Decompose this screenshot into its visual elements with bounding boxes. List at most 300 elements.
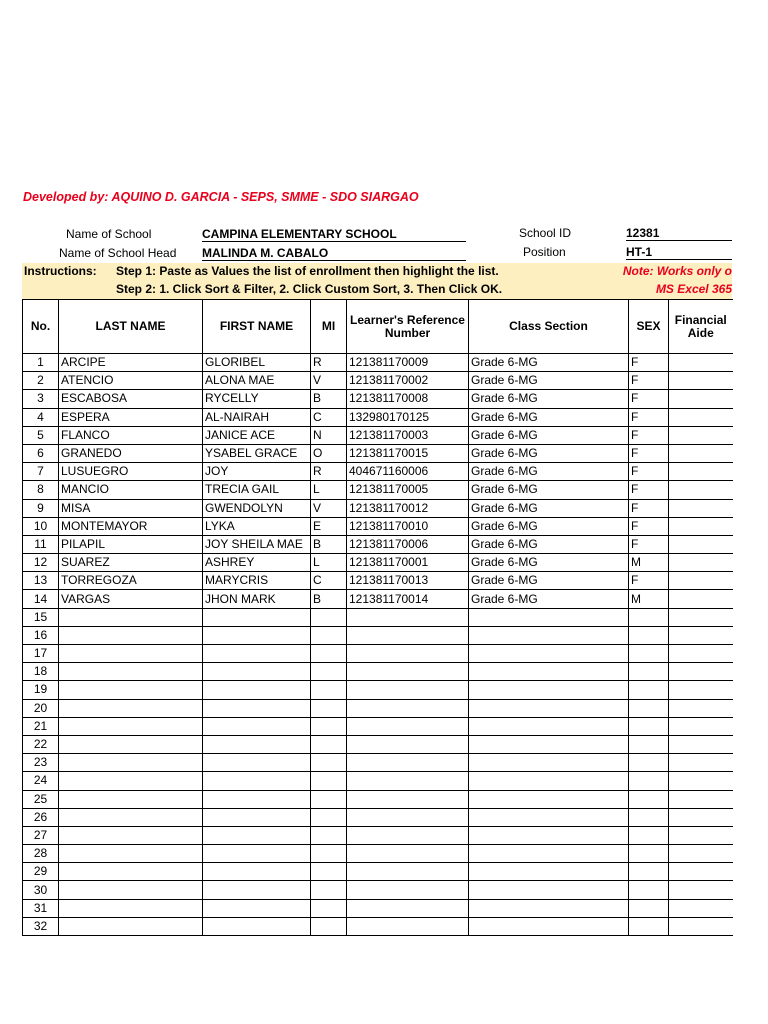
table-row bbox=[23, 590, 733, 608]
cell-financial-aide[interactable] bbox=[669, 572, 733, 590]
table-row bbox=[23, 645, 733, 663]
cell-no: 28 bbox=[23, 845, 59, 863]
table-row bbox=[23, 663, 733, 681]
cell-financial-aide[interactable] bbox=[669, 772, 733, 790]
cell-sex[interactable] bbox=[629, 790, 669, 808]
cell-mi[interactable]: C bbox=[311, 408, 347, 426]
cell-class-section[interactable]: Grade 6-MG bbox=[469, 554, 629, 572]
cell-class-section[interactable] bbox=[469, 645, 629, 663]
cell-last-name[interactable]: VARGAS bbox=[59, 590, 203, 608]
cell-financial-aide[interactable] bbox=[669, 645, 733, 663]
table-row bbox=[23, 517, 733, 535]
cell-last-name[interactable] bbox=[59, 772, 203, 790]
cell-last-name[interactable] bbox=[59, 663, 203, 681]
cell-financial-aide[interactable] bbox=[669, 863, 733, 881]
cell-last-name[interactable]: PILAPIL bbox=[59, 535, 203, 553]
cell-class-section[interactable]: Grade 6-MG bbox=[469, 590, 629, 608]
cell-sex[interactable]: F bbox=[629, 354, 669, 372]
table-row bbox=[23, 626, 733, 644]
cell-mi[interactable]: L bbox=[311, 554, 347, 572]
table-row bbox=[23, 481, 733, 499]
cell-sex[interactable] bbox=[629, 826, 669, 844]
cell-first-name[interactable]: AL-NAIRAH bbox=[203, 408, 311, 426]
cell-lrn[interactable]: 121381170010 bbox=[347, 517, 469, 535]
cell-sex[interactable] bbox=[629, 645, 669, 663]
instructions-label: Instructions: bbox=[24, 264, 97, 278]
cell-lrn[interactable]: 121381170014 bbox=[347, 590, 469, 608]
cell-first-name[interactable] bbox=[203, 826, 311, 844]
cell-sex[interactable] bbox=[629, 772, 669, 790]
cell-first-name[interactable] bbox=[203, 899, 311, 917]
cell-first-name[interactable]: YSABEL GRACE bbox=[203, 444, 311, 462]
cell-no: 18 bbox=[23, 663, 59, 681]
cell-no: 14 bbox=[23, 590, 59, 608]
cell-lrn[interactable] bbox=[347, 881, 469, 899]
cell-first-name[interactable] bbox=[203, 863, 311, 881]
cell-class-section[interactable] bbox=[469, 790, 629, 808]
cell-financial-aide[interactable] bbox=[669, 372, 733, 390]
cell-lrn[interactable]: 121381170006 bbox=[347, 535, 469, 553]
cell-no: 26 bbox=[23, 808, 59, 826]
cell-first-name[interactable]: GLORIBEL bbox=[203, 354, 311, 372]
cell-lrn[interactable] bbox=[347, 845, 469, 863]
header-financial-aide: Financial Aide bbox=[669, 300, 733, 354]
table-row bbox=[23, 863, 733, 881]
header-last-name: LAST NAME bbox=[59, 300, 203, 354]
cell-last-name[interactable] bbox=[59, 899, 203, 917]
cell-no: 1 bbox=[23, 354, 59, 372]
cell-last-name[interactable] bbox=[59, 681, 203, 699]
cell-sex[interactable] bbox=[629, 626, 669, 644]
cell-first-name[interactable] bbox=[203, 735, 311, 753]
cell-mi[interactable] bbox=[311, 663, 347, 681]
cell-last-name[interactable] bbox=[59, 645, 203, 663]
table-row bbox=[23, 699, 733, 717]
cell-financial-aide[interactable] bbox=[669, 699, 733, 717]
cell-class-section[interactable] bbox=[469, 899, 629, 917]
cell-first-name[interactable]: LYKA bbox=[203, 517, 311, 535]
cell-last-name[interactable] bbox=[59, 790, 203, 808]
cell-financial-aide[interactable] bbox=[669, 608, 733, 626]
position-value[interactable]: HT-1 bbox=[626, 245, 732, 260]
table-row bbox=[23, 735, 733, 753]
cell-class-section[interactable] bbox=[469, 826, 629, 844]
cell-no: 8 bbox=[23, 481, 59, 499]
cell-mi[interactable] bbox=[311, 608, 347, 626]
cell-class-section[interactable]: Grade 6-MG bbox=[469, 372, 629, 390]
cell-financial-aide[interactable] bbox=[669, 735, 733, 753]
cell-last-name[interactable] bbox=[59, 626, 203, 644]
cell-mi[interactable] bbox=[311, 845, 347, 863]
cell-first-name[interactable] bbox=[203, 881, 311, 899]
cell-class-section[interactable] bbox=[469, 663, 629, 681]
cell-lrn[interactable]: 404671160006 bbox=[347, 463, 469, 481]
cell-sex[interactable] bbox=[629, 845, 669, 863]
cell-sex[interactable] bbox=[629, 699, 669, 717]
cell-sex[interactable] bbox=[629, 863, 669, 881]
cell-first-name[interactable] bbox=[203, 754, 311, 772]
cell-financial-aide[interactable] bbox=[669, 717, 733, 735]
cell-sex[interactable]: F bbox=[629, 535, 669, 553]
instruction-step-2: Step 2: 1. Click Sort & Filter, 2. Click Custom Sort, 3. Then Click OK. bbox=[116, 282, 503, 296]
cell-sex[interactable] bbox=[629, 899, 669, 917]
cell-financial-aide[interactable] bbox=[669, 390, 733, 408]
cell-mi[interactable] bbox=[311, 626, 347, 644]
cell-class-section[interactable]: Grade 6-MG bbox=[469, 426, 629, 444]
cell-class-section[interactable] bbox=[469, 699, 629, 717]
cell-no: 30 bbox=[23, 881, 59, 899]
cell-class-section[interactable] bbox=[469, 735, 629, 753]
cell-mi[interactable] bbox=[311, 681, 347, 699]
cell-mi[interactable]: L bbox=[311, 481, 347, 499]
cell-no: 4 bbox=[23, 408, 59, 426]
header-sex: SEX bbox=[629, 300, 669, 354]
cell-sex[interactable] bbox=[629, 808, 669, 826]
cell-lrn[interactable]: 121381170002 bbox=[347, 372, 469, 390]
cell-mi[interactable] bbox=[311, 899, 347, 917]
cell-last-name[interactable]: ESPERA bbox=[59, 408, 203, 426]
cell-first-name[interactable]: TRECIA GAIL bbox=[203, 481, 311, 499]
cell-first-name[interactable] bbox=[203, 663, 311, 681]
cell-financial-aide[interactable] bbox=[669, 517, 733, 535]
cell-mi[interactable] bbox=[311, 645, 347, 663]
table-row bbox=[23, 535, 733, 553]
cell-mi[interactable] bbox=[311, 917, 347, 935]
school-id-value[interactable]: 12381 bbox=[626, 226, 732, 241]
cell-mi[interactable]: V bbox=[311, 499, 347, 517]
cell-sex[interactable] bbox=[629, 717, 669, 735]
cell-class-section[interactable] bbox=[469, 626, 629, 644]
cell-financial-aide[interactable] bbox=[669, 826, 733, 844]
cell-last-name[interactable] bbox=[59, 735, 203, 753]
cell-lrn[interactable]: 121381170012 bbox=[347, 499, 469, 517]
cell-no: 24 bbox=[23, 772, 59, 790]
cell-lrn[interactable] bbox=[347, 645, 469, 663]
cell-last-name[interactable]: ESCABOSA bbox=[59, 390, 203, 408]
cell-sex[interactable]: F bbox=[629, 517, 669, 535]
cell-lrn[interactable] bbox=[347, 717, 469, 735]
cell-lrn[interactable] bbox=[347, 681, 469, 699]
cell-last-name[interactable] bbox=[59, 863, 203, 881]
cell-last-name[interactable] bbox=[59, 917, 203, 935]
cell-financial-aide[interactable] bbox=[669, 426, 733, 444]
school-head-value[interactable]: MALINDA M. CABALO bbox=[202, 246, 466, 261]
cell-lrn[interactable]: 121381170013 bbox=[347, 572, 469, 590]
cell-last-name[interactable]: ATENCIO bbox=[59, 372, 203, 390]
cell-sex[interactable]: M bbox=[629, 554, 669, 572]
cell-first-name[interactable] bbox=[203, 717, 311, 735]
cell-first-name[interactable] bbox=[203, 917, 311, 935]
cell-last-name[interactable]: GRANEDO bbox=[59, 444, 203, 462]
cell-last-name[interactable]: TORREGOZA bbox=[59, 572, 203, 590]
cell-financial-aide[interactable] bbox=[669, 590, 733, 608]
cell-class-section[interactable] bbox=[469, 608, 629, 626]
cell-last-name[interactable] bbox=[59, 808, 203, 826]
cell-lrn[interactable] bbox=[347, 790, 469, 808]
cell-lrn[interactable]: 121381170009 bbox=[347, 354, 469, 372]
cell-class-section[interactable] bbox=[469, 917, 629, 935]
cell-financial-aide[interactable] bbox=[669, 917, 733, 935]
cell-lrn[interactable] bbox=[347, 863, 469, 881]
cell-lrn[interactable]: 121381170008 bbox=[347, 390, 469, 408]
cell-mi[interactable] bbox=[311, 790, 347, 808]
table-row bbox=[23, 881, 733, 899]
cell-mi[interactable] bbox=[311, 735, 347, 753]
table-row bbox=[23, 845, 733, 863]
cell-mi[interactable] bbox=[311, 717, 347, 735]
cell-no: 10 bbox=[23, 517, 59, 535]
cell-last-name[interactable] bbox=[59, 845, 203, 863]
cell-sex[interactable]: F bbox=[629, 481, 669, 499]
table-row bbox=[23, 372, 733, 390]
cell-sex[interactable]: M bbox=[629, 590, 669, 608]
cell-mi[interactable] bbox=[311, 863, 347, 881]
cell-last-name[interactable] bbox=[59, 608, 203, 626]
cell-lrn[interactable]: 121381170015 bbox=[347, 444, 469, 462]
table-row bbox=[23, 408, 733, 426]
cell-financial-aide[interactable] bbox=[669, 444, 733, 462]
cell-lrn[interactable] bbox=[347, 808, 469, 826]
cell-sex[interactable]: F bbox=[629, 408, 669, 426]
table-row bbox=[23, 717, 733, 735]
cell-mi[interactable]: E bbox=[311, 517, 347, 535]
cell-last-name[interactable] bbox=[59, 881, 203, 899]
cell-financial-aide[interactable] bbox=[669, 481, 733, 499]
table-row bbox=[23, 681, 733, 699]
cell-financial-aide[interactable] bbox=[669, 408, 733, 426]
cell-no: 5 bbox=[23, 426, 59, 444]
cell-class-section[interactable] bbox=[469, 881, 629, 899]
cell-no: 29 bbox=[23, 863, 59, 881]
cell-class-section[interactable] bbox=[469, 772, 629, 790]
cell-first-name[interactable] bbox=[203, 772, 311, 790]
cell-mi[interactable] bbox=[311, 808, 347, 826]
cell-sex[interactable]: F bbox=[629, 463, 669, 481]
cell-lrn[interactable]: 121381170005 bbox=[347, 481, 469, 499]
cell-sex[interactable]: F bbox=[629, 444, 669, 462]
cell-financial-aide[interactable] bbox=[669, 899, 733, 917]
cell-financial-aide[interactable] bbox=[669, 681, 733, 699]
position-label: Position bbox=[523, 245, 566, 259]
cell-mi[interactable]: C bbox=[311, 572, 347, 590]
cell-lrn[interactable] bbox=[347, 663, 469, 681]
cell-sex[interactable] bbox=[629, 681, 669, 699]
cell-sex[interactable] bbox=[629, 608, 669, 626]
cell-last-name[interactable]: FLANCO bbox=[59, 426, 203, 444]
cell-lrn[interactable] bbox=[347, 772, 469, 790]
cell-last-name[interactable]: SUAREZ bbox=[59, 554, 203, 572]
cell-financial-aide[interactable] bbox=[669, 845, 733, 863]
cell-lrn[interactable] bbox=[347, 735, 469, 753]
cell-class-section[interactable]: Grade 6-MG bbox=[469, 572, 629, 590]
cell-first-name[interactable]: JHON MARK bbox=[203, 590, 311, 608]
cell-no: 12 bbox=[23, 554, 59, 572]
cell-sex[interactable]: F bbox=[629, 499, 669, 517]
cell-no: 13 bbox=[23, 572, 59, 590]
cell-class-section[interactable] bbox=[469, 717, 629, 735]
cell-first-name[interactable] bbox=[203, 790, 311, 808]
cell-first-name[interactable] bbox=[203, 608, 311, 626]
cell-no: 9 bbox=[23, 499, 59, 517]
cell-no: 6 bbox=[23, 444, 59, 462]
school-id-label: School ID bbox=[519, 226, 572, 240]
header-class-section: Class Section bbox=[469, 300, 629, 354]
cell-no: 17 bbox=[23, 645, 59, 663]
cell-mi[interactable] bbox=[311, 699, 347, 717]
cell-first-name[interactable] bbox=[203, 626, 311, 644]
cell-last-name[interactable]: MONTEMAYOR bbox=[59, 517, 203, 535]
cell-last-name[interactable] bbox=[59, 754, 203, 772]
table-row bbox=[23, 790, 733, 808]
cell-sex[interactable]: F bbox=[629, 572, 669, 590]
cell-lrn[interactable] bbox=[347, 754, 469, 772]
cell-class-section[interactable]: Grade 6-MG bbox=[469, 481, 629, 499]
cell-first-name[interactable] bbox=[203, 699, 311, 717]
cell-last-name[interactable] bbox=[59, 699, 203, 717]
cell-mi[interactable] bbox=[311, 754, 347, 772]
cell-mi[interactable]: O bbox=[311, 444, 347, 462]
cell-no: 27 bbox=[23, 826, 59, 844]
table-row bbox=[23, 772, 733, 790]
table-header-row bbox=[23, 300, 733, 354]
cell-sex[interactable]: F bbox=[629, 372, 669, 390]
cell-mi[interactable]: N bbox=[311, 426, 347, 444]
table-row bbox=[23, 608, 733, 626]
cell-mi[interactable]: R bbox=[311, 354, 347, 372]
cell-sex[interactable] bbox=[629, 663, 669, 681]
cell-last-name[interactable]: ARCIPE bbox=[59, 354, 203, 372]
cell-first-name[interactable]: MARYCRIS bbox=[203, 572, 311, 590]
cell-mi[interactable]: R bbox=[311, 463, 347, 481]
cell-first-name[interactable] bbox=[203, 808, 311, 826]
cell-last-name[interactable]: MISA bbox=[59, 499, 203, 517]
table-row bbox=[23, 917, 733, 935]
note-excel-version: MS Excel 365 bbox=[655, 282, 732, 296]
cell-lrn[interactable] bbox=[347, 699, 469, 717]
cell-mi[interactable]: V bbox=[311, 372, 347, 390]
header-mi: MI bbox=[311, 300, 347, 354]
cell-mi[interactable] bbox=[311, 772, 347, 790]
cell-first-name[interactable]: ALONA MAE bbox=[203, 372, 311, 390]
cell-class-section[interactable]: Grade 6-MG bbox=[469, 444, 629, 462]
table-row bbox=[23, 554, 733, 572]
cell-first-name[interactable] bbox=[203, 681, 311, 699]
cell-lrn[interactable]: 132980170125 bbox=[347, 408, 469, 426]
cell-financial-aide[interactable] bbox=[669, 790, 733, 808]
cell-class-section[interactable] bbox=[469, 845, 629, 863]
table-row bbox=[23, 826, 733, 844]
cell-class-section[interactable] bbox=[469, 808, 629, 826]
cell-mi[interactable] bbox=[311, 881, 347, 899]
cell-financial-aide[interactable] bbox=[669, 463, 733, 481]
cell-mi[interactable]: B bbox=[311, 590, 347, 608]
table-row bbox=[23, 426, 733, 444]
cell-last-name[interactable]: LUSUEGRO bbox=[59, 463, 203, 481]
cell-sex[interactable] bbox=[629, 881, 669, 899]
cell-first-name[interactable] bbox=[203, 645, 311, 663]
enrollment-table bbox=[22, 299, 733, 936]
cell-lrn[interactable] bbox=[347, 626, 469, 644]
cell-financial-aide[interactable] bbox=[669, 881, 733, 899]
table-row bbox=[23, 899, 733, 917]
table-row bbox=[23, 444, 733, 462]
cell-sex[interactable]: F bbox=[629, 426, 669, 444]
cell-sex[interactable] bbox=[629, 754, 669, 772]
cell-financial-aide[interactable] bbox=[669, 663, 733, 681]
cell-lrn[interactable]: 121381170003 bbox=[347, 426, 469, 444]
cell-sex[interactable] bbox=[629, 917, 669, 935]
cell-last-name[interactable] bbox=[59, 717, 203, 735]
cell-first-name[interactable]: JANICE ACE bbox=[203, 426, 311, 444]
cell-no: 25 bbox=[23, 790, 59, 808]
cell-financial-aide[interactable] bbox=[669, 499, 733, 517]
cell-financial-aide[interactable] bbox=[669, 535, 733, 553]
cell-mi[interactable]: B bbox=[311, 390, 347, 408]
developer-credit: Developed by: AQUINO D. GARCIA - SEPS, SMME - SDO SIARGAO bbox=[23, 190, 419, 204]
cell-class-section[interactable]: Grade 6-MG bbox=[469, 517, 629, 535]
cell-no: 21 bbox=[23, 717, 59, 735]
cell-sex[interactable] bbox=[629, 735, 669, 753]
cell-class-section[interactable]: Grade 6-MG bbox=[469, 354, 629, 372]
cell-no: 11 bbox=[23, 535, 59, 553]
cell-last-name[interactable] bbox=[59, 826, 203, 844]
cell-financial-aide[interactable] bbox=[669, 626, 733, 644]
cell-no: 15 bbox=[23, 608, 59, 626]
cell-class-section[interactable]: Grade 6-MG bbox=[469, 408, 629, 426]
cell-lrn[interactable] bbox=[347, 608, 469, 626]
school-name-value[interactable]: CAMPINA ELEMENTARY SCHOOL bbox=[202, 227, 466, 242]
cell-no: 31 bbox=[23, 899, 59, 917]
cell-lrn[interactable]: 121381170001 bbox=[347, 554, 469, 572]
cell-class-section[interactable]: Grade 6-MG bbox=[469, 463, 629, 481]
cell-first-name[interactable]: ASHREY bbox=[203, 554, 311, 572]
cell-first-name[interactable]: JOY SHEILA MAE bbox=[203, 535, 311, 553]
cell-no: 32 bbox=[23, 917, 59, 935]
cell-first-name[interactable] bbox=[203, 845, 311, 863]
cell-class-section[interactable]: Grade 6-MG bbox=[469, 390, 629, 408]
cell-no: 16 bbox=[23, 626, 59, 644]
cell-first-name[interactable]: JOY bbox=[203, 463, 311, 481]
cell-last-name[interactable]: MANCIO bbox=[59, 481, 203, 499]
note-text: Note: Works only o bbox=[622, 264, 732, 278]
cell-first-name[interactable]: GWENDOLYN bbox=[203, 499, 311, 517]
cell-financial-aide[interactable] bbox=[669, 808, 733, 826]
header-first-name: FIRST NAME bbox=[203, 300, 311, 354]
cell-first-name[interactable]: RYCELLY bbox=[203, 390, 311, 408]
cell-no: 23 bbox=[23, 754, 59, 772]
cell-mi[interactable]: B bbox=[311, 535, 347, 553]
table-row bbox=[23, 390, 733, 408]
cell-class-section[interactable] bbox=[469, 754, 629, 772]
cell-lrn[interactable] bbox=[347, 899, 469, 917]
table-row bbox=[23, 808, 733, 826]
cell-no: 20 bbox=[23, 699, 59, 717]
cell-no: 2 bbox=[23, 372, 59, 390]
school-name-label: Name of School bbox=[66, 227, 152, 241]
cell-financial-aide[interactable] bbox=[669, 354, 733, 372]
cell-financial-aide[interactable] bbox=[669, 554, 733, 572]
cell-class-section[interactable] bbox=[469, 681, 629, 699]
cell-financial-aide[interactable] bbox=[669, 754, 733, 772]
cell-class-section[interactable]: Grade 6-MG bbox=[469, 535, 629, 553]
cell-no: 3 bbox=[23, 390, 59, 408]
cell-lrn[interactable] bbox=[347, 826, 469, 844]
cell-class-section[interactable]: Grade 6-MG bbox=[469, 499, 629, 517]
cell-lrn[interactable] bbox=[347, 917, 469, 935]
cell-mi[interactable] bbox=[311, 826, 347, 844]
cell-sex[interactable]: F bbox=[629, 390, 669, 408]
cell-class-section[interactable] bbox=[469, 863, 629, 881]
